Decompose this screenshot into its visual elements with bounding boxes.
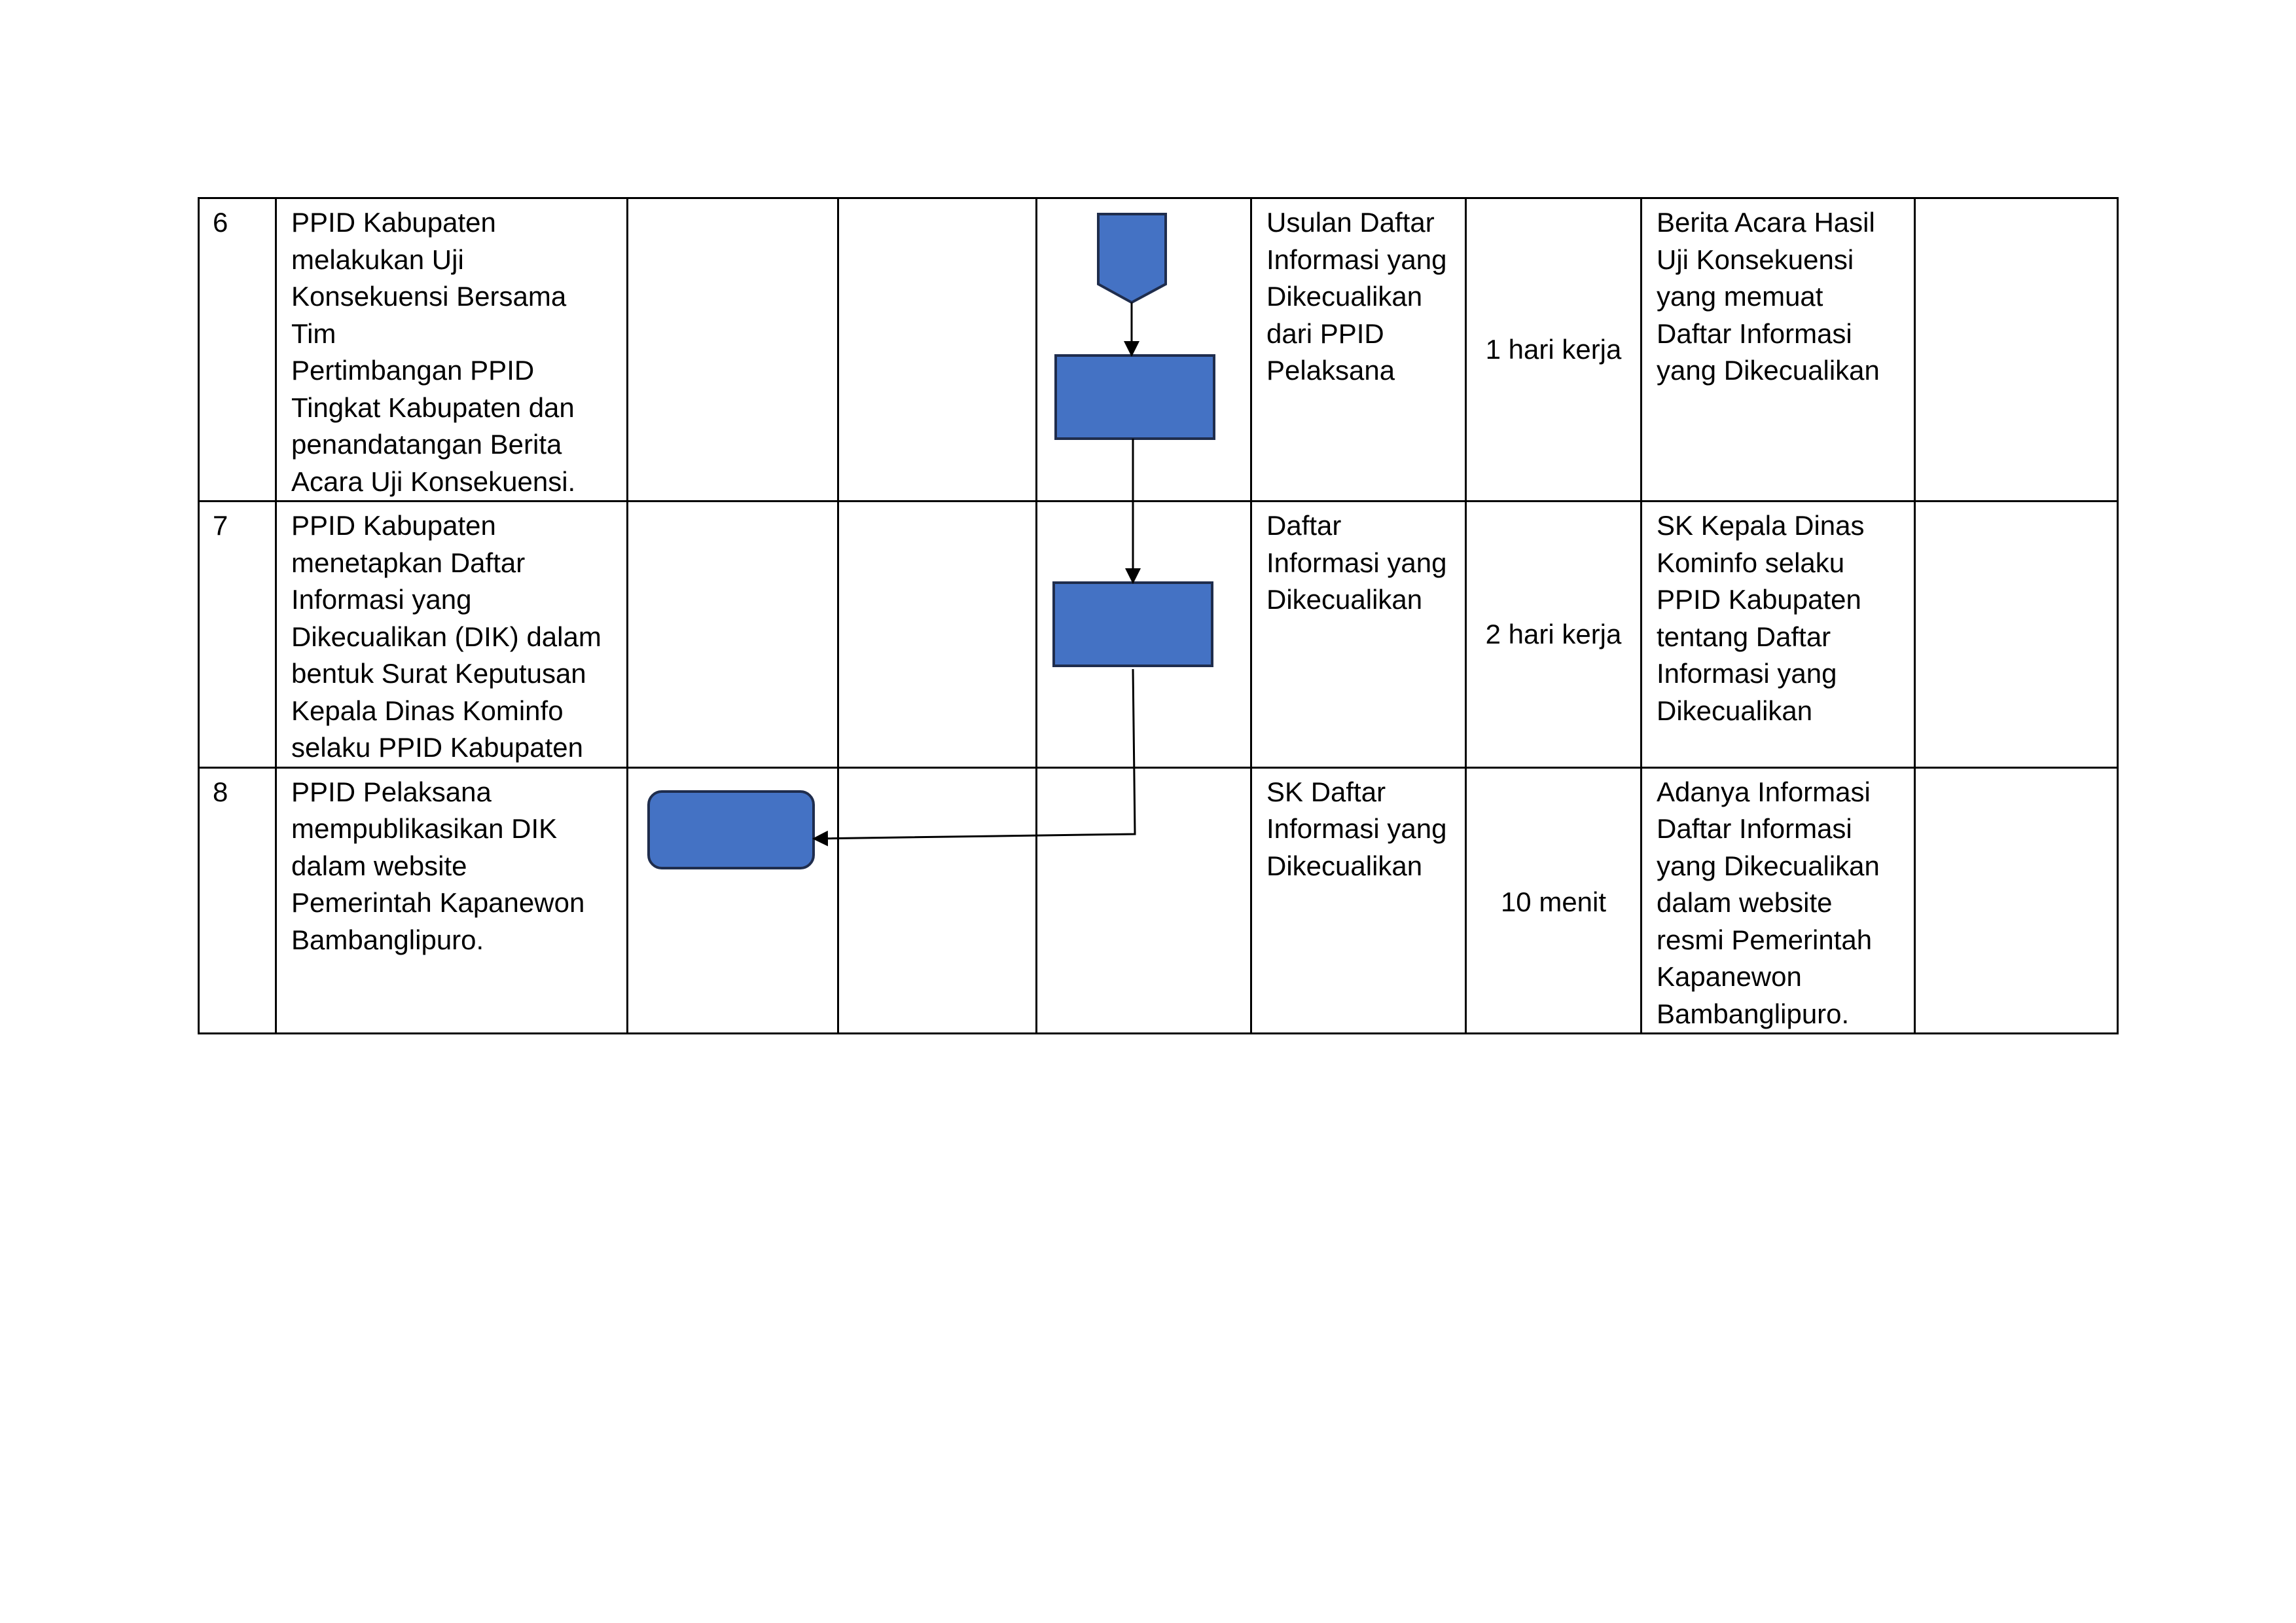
activity-cell: PPID Pelaksana mempublikasikan DIK dalam website Pemerintah Kapanewon Bambanglipuro.	[276, 767, 628, 1034]
executor-cell-b	[838, 198, 1037, 501]
executor-cell-c	[1037, 198, 1251, 501]
executor-cell-c	[1037, 501, 1251, 768]
table-row	[199, 767, 2118, 1034]
time-cell: 2 hari kerja	[1466, 501, 1641, 768]
notes-cell	[1915, 501, 2118, 768]
activity-cell: PPID Kabupaten menetapkan Daftar Informasi yang Dikecualikan (DIK) dalam bentuk Surat Keputusan Kepala Dinas Kominfo selaku PPID Kabupaten	[276, 501, 628, 768]
executor-cell-a	[628, 198, 838, 501]
table-row	[199, 198, 2118, 501]
output-cell: Berita Acara Hasil Uji Konsekuensi yang memuat Daftar Informasi yang Dikecualikan	[1641, 198, 1915, 501]
time-cell: 10 menit	[1466, 767, 1641, 1034]
row-number: 7	[199, 501, 276, 768]
executor-cell-a	[628, 501, 838, 768]
executor-cell-c	[1037, 767, 1251, 1034]
output-cell: Adanya Informasi Daftar Informasi yang Dikecualikan dalam website resmi Pemerintah Kapanewon Bambanglipuro.	[1641, 767, 1915, 1034]
table-row	[199, 501, 2118, 768]
procedure-table	[198, 197, 2119, 1034]
executor-cell-b	[838, 501, 1037, 768]
activity-cell: PPID Kabupaten melakukan Uji Konsekuensi Bersama Tim Pertimbangan PPID Tingkat Kabupaten dan penandatangan Berita Acara Uji Konsekuensi.	[276, 198, 628, 501]
output-cell: SK Kepala Dinas Kominfo selaku PPID Kabupaten tentang Daftar Informasi yang Dikecualikan	[1641, 501, 1915, 768]
executor-cell-b	[838, 767, 1037, 1034]
row-number: 6	[199, 198, 276, 501]
notes-cell	[1915, 198, 2118, 501]
notes-cell	[1915, 767, 2118, 1034]
executor-cell-a	[628, 767, 838, 1034]
requirement-cell: Usulan Daftar Informasi yang Dikecualikan dari PPID Pelaksana	[1251, 198, 1466, 501]
requirement-cell: Daftar Informasi yang Dikecualikan	[1251, 501, 1466, 768]
requirement-cell: SK Daftar Informasi yang Dikecualikan	[1251, 767, 1466, 1034]
row-number: 8	[199, 767, 276, 1034]
time-cell: 1 hari kerja	[1466, 198, 1641, 501]
